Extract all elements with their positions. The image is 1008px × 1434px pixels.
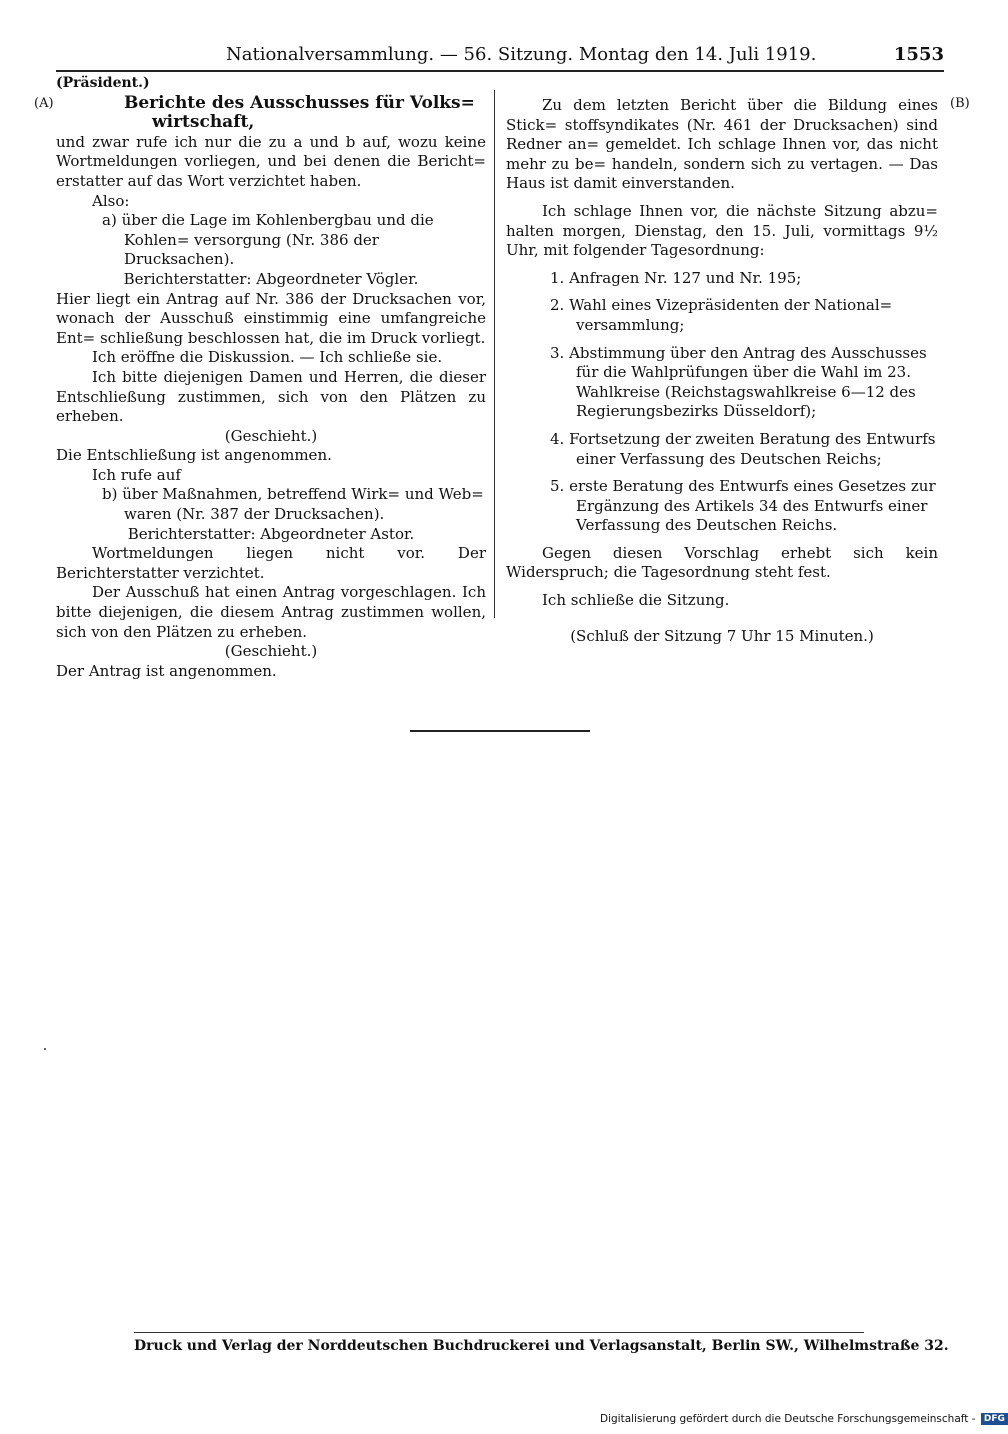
spacer <box>506 336 938 344</box>
printer-imprint: Druck und Verlag der Norddeutschen Buchdruckerei und Verlagsanstalt, Berlin SW., Wilhelmstraße 32. <box>134 1338 949 1354</box>
left-column <box>56 74 486 681</box>
action-note: (Geschieht.) <box>224 426 318 445</box>
spacer <box>506 469 938 477</box>
agenda-list-item: 3. Abstimmung über den Antrag des Ausschusses für die Wahlprüfungen über die Wahl im 23. Wahlkreise (Reichstagswahlkreise 6—12 des Regierungsbezirks Düsseldorf); <box>550 343 927 421</box>
digitization-note <box>600 1413 1005 1425</box>
section-heading-continued: wirtschaft, <box>152 112 255 133</box>
paragraph: Die Entschließung ist angenommen. <box>56 446 332 465</box>
speaker-label: (Präsident.) <box>56 75 150 91</box>
paragraph: Zu dem letzten Bericht über die Bildung eines Stick= stoffsyndikates (Nr. 461 der Drucksachen) sind Redner an= gemeldet. Ich schlage Ihnen vor, das nicht mehr zu be= handeln, sondern sich zu vertagen. — Das Haus ist damit einverstanden. <box>506 96 938 193</box>
margin-mark-left: (A) <box>34 96 54 111</box>
spacer <box>506 611 938 619</box>
paragraph: Ich schließe die Sitzung. <box>542 591 730 610</box>
spacer <box>506 288 938 296</box>
reporter-line: Berichterstatter: Abgeordneter Astor. <box>127 524 415 543</box>
page-header <box>56 44 944 72</box>
margin-mark-right: (B) <box>950 96 970 111</box>
paragraph: Ich bitte diejenigen Damen und Herren, die dieser Entschließung zustimmen, sich von den Plätzen zu erheben. <box>56 367 486 426</box>
paragraph: Ich eröffne die Diskussion. — Ich schließe sie. <box>92 348 443 367</box>
paragraph: Ich rufe auf <box>92 465 181 484</box>
agenda-list-item: 5. erste Beratung des Entwurfs eines Gesetzes zur Ergänzung des Artikels 34 des Entwurfs einer Verfassung des Deutschen Reichs. <box>550 477 936 535</box>
header-title: Nationalversammlung. — 56. Sitzung. Montag den 14. Juli 1919. <box>226 44 817 65</box>
scan-speck <box>44 1048 46 1050</box>
spacer <box>506 194 938 202</box>
right-column <box>506 96 938 646</box>
section-heading: Berichte des Ausschusses für Volks= <box>124 92 475 113</box>
spacer <box>506 422 938 430</box>
action-note: (Geschieht.) <box>224 642 318 661</box>
footer-rule <box>134 1332 864 1333</box>
digitization-text: Digitalisierung gefördert durch die Deutsche Forschungsgemeinschaft - <box>600 1413 976 1425</box>
spacer <box>506 536 938 544</box>
section-end-rule <box>410 730 590 732</box>
column-divider <box>494 90 495 618</box>
paragraph: Ich schlage Ihnen vor, die nächste Sitzung abzu= halten morgen, Dienstag, den 15. Juli, vormittags 9½ Uhr, mit folgender Tagesordnung: <box>506 201 938 260</box>
paragraph: Also: <box>92 191 130 210</box>
paragraph: Der Antrag ist angenommen. <box>56 661 277 680</box>
agenda-item-a: a) über die Lage im Kohlenbergbau und die Kohlen= versorgung (Nr. 386 der Drucksachen). <box>102 211 434 269</box>
agenda-list-item: 2. Wahl eines Vizepräsidenten der National= versammlung; <box>550 296 893 334</box>
paragraph: Hier liegt ein Antrag auf Nr. 386 der Drucksachen vor, wonach der Ausschuß einstimmig eine umfangreiche Ent= schließung beschlossen hat, die im Druck vorliegt. <box>56 289 486 347</box>
closing-note: (Schluß der Sitzung 7 Uhr 15 Minuten.) <box>570 626 874 645</box>
header-rule <box>56 70 944 72</box>
dfg-logo: DFG <box>981 1413 1008 1425</box>
paragraph: Wortmeldungen liegen nicht vor. Der Berichterstatter verzichtet. <box>56 544 486 582</box>
agenda-item-b: b) über Maßnahmen, betreffend Wirk= und Web= waren (Nr. 387 der Drucksachen). <box>102 485 484 524</box>
spacer <box>506 583 938 591</box>
agenda-list-item: 1. Anfragen Nr. 127 und Nr. 195; <box>550 268 802 287</box>
paragraph: Der Ausschuß hat einen Antrag vorgeschlagen. Ich bitte diejenigen, die diesem Antrag zustimmen wollen, sich von den Plätzen zu erheben. <box>56 583 486 641</box>
reporter-line: Berichterstatter: Abgeordneter Vögler. <box>123 269 419 288</box>
spacer <box>506 261 938 269</box>
page-number: 1553 <box>893 44 944 65</box>
paragraph: Gegen diesen Vorschlag erhebt sich kein Widerspruch; die Tagesordnung steht fest. <box>506 543 938 582</box>
paragraph: und zwar rufe ich nur die zu a und b auf, wozu keine Wortmeldungen vorliegen, und bei denen die Bericht= erstatter auf das Wort verzichtet haben. <box>56 132 486 190</box>
agenda-list-item: 4. Fortsetzung der zweiten Beratung des Entwurfs einer Verfassung des Deutschen Reichs; <box>550 429 936 468</box>
